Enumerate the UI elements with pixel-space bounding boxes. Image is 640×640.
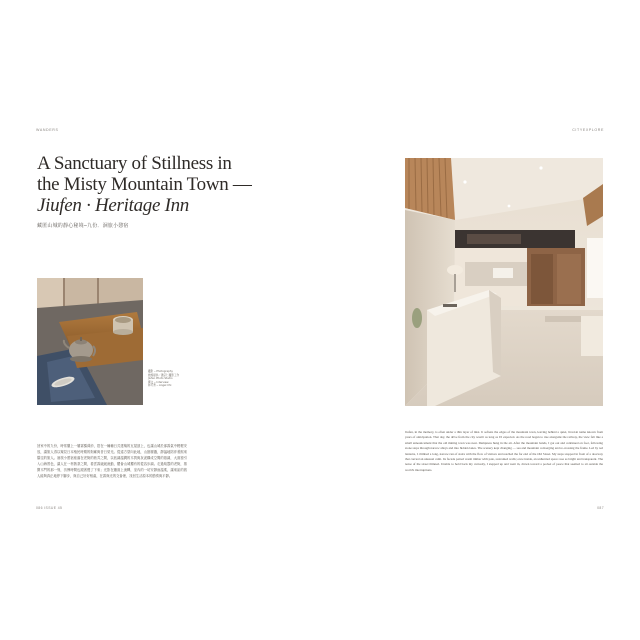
credit-line: 攝影 ─ Photography: [148, 370, 173, 373]
credit-line: Jiufen Photo Studio: [148, 377, 173, 381]
title-line-3: Jiufen · Heritage Inn: [37, 195, 189, 216]
body-text-chinese: 回家中的九份，時常攏上一層霧靄薄紗，搭在一幢幢日式建築的瓦屋頂上，也讓山城於那霧氣中輕輕安放，讓旅人得以窺見日本殖民時期的街廓與昔日榮光。從遠方望向此地，山巒層疊，靜謐地陪伴著熙來攘往的旅人。洄旅小憩宿座落在老街的巷弄之間，以低調溫潤的木質與灰泥構成空間的基調，大面窗引入山海景色，讓人在一杯熱茶之間，看雲霧緩緩流動，體會山城獨有的從容步調。走過喧囂的老街，推開木門的那一刻，彷彿時間也跟著慢了下來；光影在牆面上流轉，室內的一切安靜而溫柔，讓來訪的旅人能夠真正地停下腳步，與自己好好相處，在霧與光的交會裡，找回生活原本的節奏與平靜。: [37, 444, 187, 478]
article-subtitle: 藏匿山城的靜心秘境─九份．洄旅小憩宿: [37, 223, 129, 229]
article-title: [37, 153, 252, 216]
credit-line: 林芳菁 ─ Angel Chi: [148, 384, 172, 388]
section-label-right: CITYEXPLORE: [572, 128, 604, 132]
credit-line: 撰文 ─ Interview: [148, 380, 169, 384]
teapot-photo: [37, 278, 143, 405]
page-number-right: 087: [597, 506, 604, 510]
body-text-english: Jiufen, in the memory, is often under a thin layer of mist. It softens the edges of the mountain town, leaving behind a quiet, lived-in name known from years of anticipation. That day, the drive from the city wasn't as long as I'd expected. As the road began to rise alongside the railway, the view felt like a small announcement that the old mining town was near. Dampness hung in the air. After the mountain bends, I got out and continued on foot, following stone steps through narrow alleys and into hidden lanes. The scenery kept changing — sea and mountain converging and re-crossing the frame. Led by red lanterns, I climbed a long, narrow run of stairs with the flow of visitors and reached the far end of the Old Street. My steps stopped in front of a doorway that carried an unusual calm. Its facade paired warm timber with pale, restrained walls; once inside, an unhurried space rose as bright and transparent. The noise of the street thinned. Unable to hold back my curiosity, I stepped up and went in, drawn toward a pocket of peace that seemed to sit outside the world's interruptions.: [405, 430, 603, 472]
section-label-left: WANDERS: [36, 128, 59, 132]
title-line-2: the Misty Mountain Town —: [37, 174, 252, 195]
page-number-left: 086 ISSUE 45: [36, 506, 63, 510]
photo-credits: [148, 370, 188, 388]
credit-line: 旅館提供／蕭宗仁攝影工作: [148, 373, 180, 377]
title-line-1: A Sanctuary of Stillness in: [37, 153, 232, 174]
interior-photo: [405, 158, 603, 406]
